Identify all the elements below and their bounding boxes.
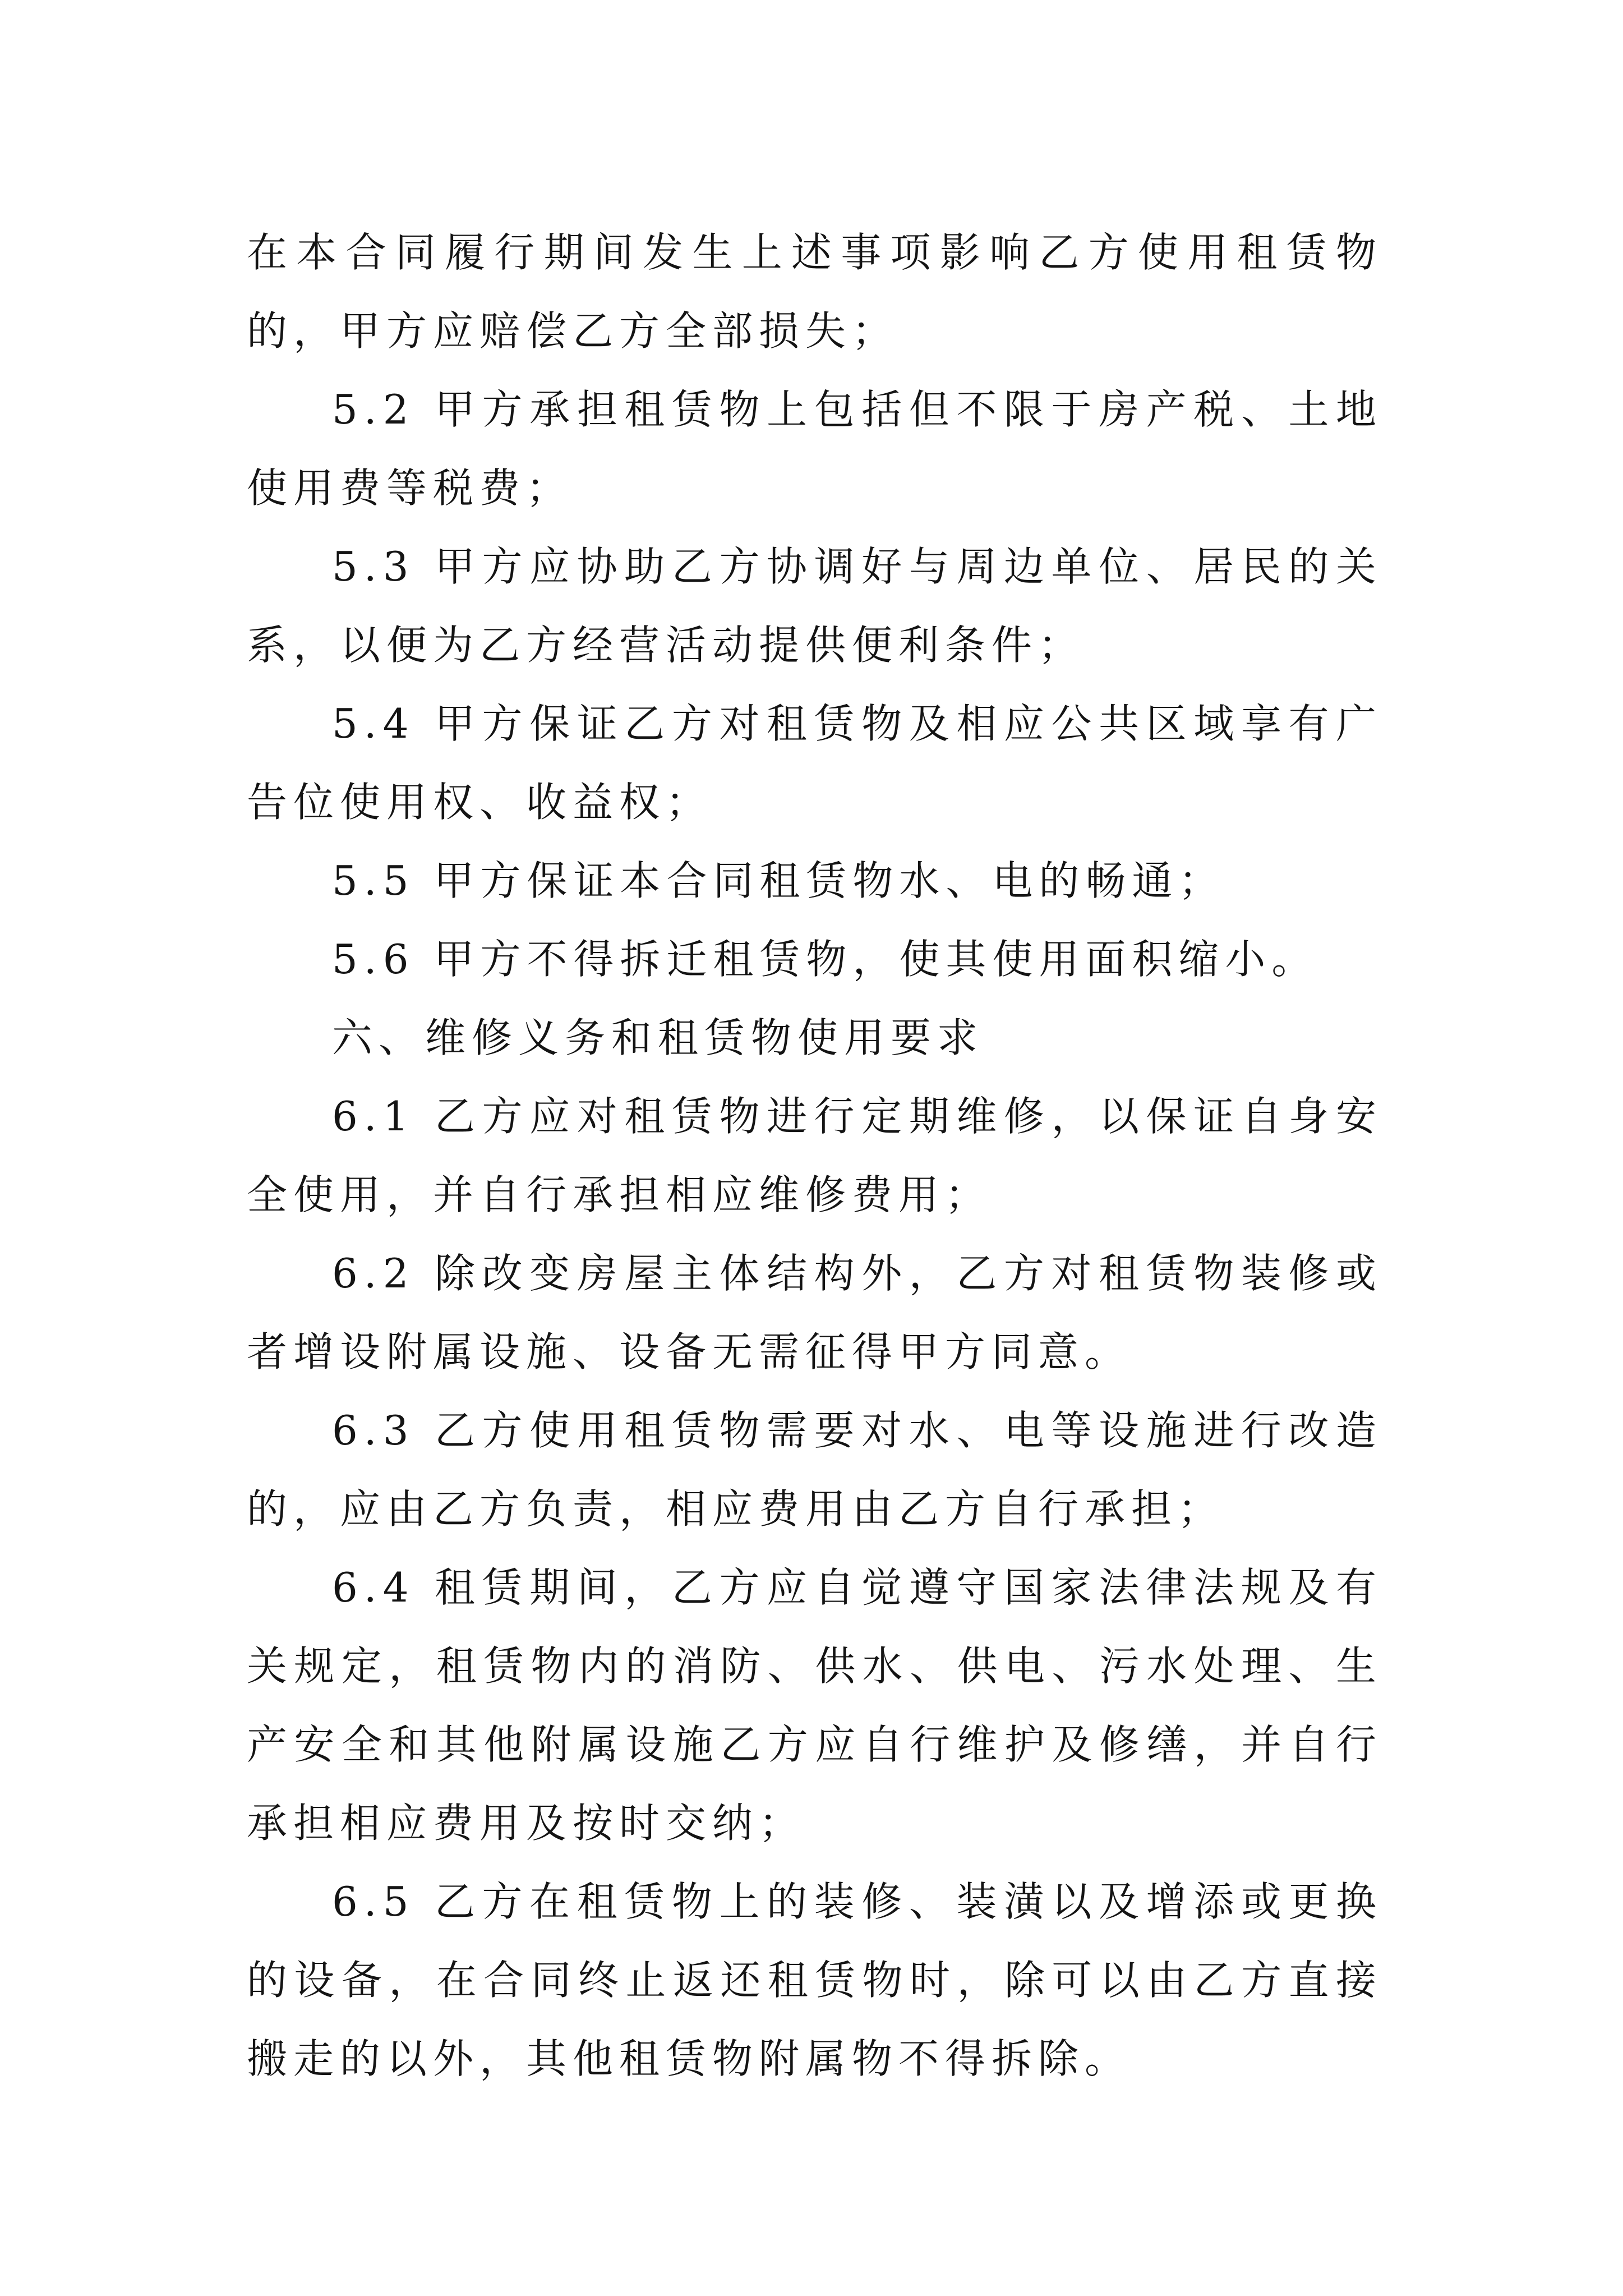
document-body [247, 213, 1382, 2098]
section-heading-6: 六、维修义务和租赁物使用要求 [332, 1014, 984, 1061]
clause-5-3: 5.3 甲方应协助乙方协调好与周边单位、居民的关系，以便为乙方经营活动提供便利条件； [247, 543, 1382, 669]
clause-5-2: 5.2 甲方承担租赁物上包括但不限于房产税、土地使用费等税费； [247, 386, 1382, 512]
clause-6-2: 6.2 除改变房屋主体结构外，乙方对租赁物装修或者增设附属设施、设备无需征得甲方同意。 [247, 1250, 1382, 1375]
clause-6-5: 6.5 乙方在租赁物上的装修、装潢以及增添或更换的设备，在合同终止返还租赁物时，除可以由乙方直接搬走的以外，其他租赁物附属物不得拆除。 [247, 1878, 1382, 2082]
clause-6-1: 6.1 乙方应对租赁物进行定期维修，以保证自身安全使用，并自行承担相应维修费用； [247, 1093, 1382, 1218]
clause-6-4: 6.4 租赁期间，乙方应自觉遵守国家法律法规及有关规定，租赁物内的消防、供水、供电、污水处理、生产安全和其他附属设施乙方应自行维护及修缮，并自行承担相应费用及按时交纳； [247, 1564, 1382, 1847]
clause-6-3: 6.3 乙方使用租赁物需要对水、电等设施进行改造的，应由乙方负责，相应费用由乙方自行承担； [247, 1407, 1382, 1533]
clause-5-4: 5.4 甲方保证乙方对租赁物及相应公共区域享有广告位使用权、收益权； [247, 700, 1382, 826]
clause-5-5: 5.5 甲方保证本合同租赁物水、电的畅通； [332, 857, 1225, 904]
paragraph-continuation: 在本合同履行期间发生上述事项影响乙方使用租赁物的，甲方应赔偿乙方全部损失； [247, 229, 1382, 355]
clause-5-6: 5.6 甲方不得拆迁租赁物，使其使用面积缩小。 [332, 936, 1318, 983]
